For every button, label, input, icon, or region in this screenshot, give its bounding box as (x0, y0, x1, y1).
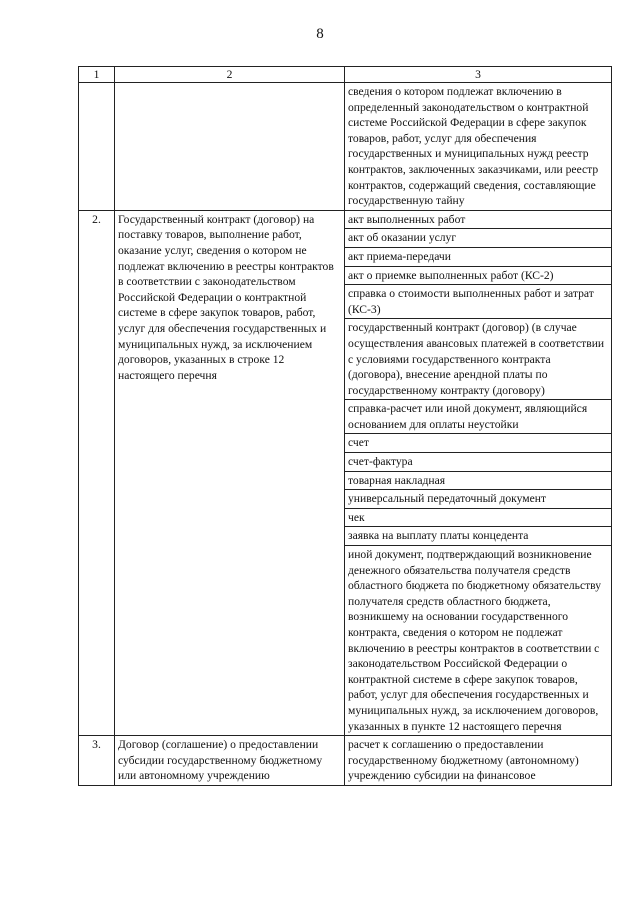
continuation-row (79, 83, 612, 211)
document-item: товарная накладная (345, 471, 612, 490)
row-number: 3. (79, 736, 115, 786)
header-col-3: 3 (345, 67, 612, 83)
document-item: акт о приемке выполненных работ (КС-2) (345, 266, 612, 285)
document-item: счет-фактура (345, 453, 612, 472)
document-item: государственный контракт (договор) (в случае осуществления авансовых платежей в соответствии с условиями государственного контракта (договора), внесение арендной платы по государственному контракту (договору) (345, 319, 612, 400)
document-item: заявка на выплату платы концедента (345, 527, 612, 546)
table-row (79, 210, 612, 229)
header-row (79, 67, 612, 83)
document-item: иной документ, подтверждающий возникновение денежного обязательства получателя средств областного бюджета по бюджетному обязательству получателя средств областного бюджета, возникшему на основании государственного контракта, сведения о котором не подлежат включению в реестры контрактов в соответствии с законодательством Российской Федерации о контрактной системе в сфере закупок товаров, работ, услуг для обеспечения государственных и муниципальных нужд, за исключением договоров, указанных в пункте 12 настоящего перечня (345, 546, 612, 736)
row-description: Договор (соглашение) о предоставлении субсидии государственному бюджетному или автономному учреждению (115, 736, 345, 786)
document-item: универсальный передаточный документ (345, 490, 612, 509)
continuation-description-cell (115, 83, 345, 211)
header-col-2: 2 (115, 67, 345, 83)
document-item: акт об оказании услуг (345, 229, 612, 248)
document-item: чек (345, 508, 612, 527)
document-item: счет (345, 434, 612, 453)
header-col-1: 1 (79, 67, 115, 83)
documents-table (78, 66, 612, 786)
continuation-document-cell: сведения о котором подлежат включению в определенный законодательством о контрактной системе Российской Федерации в сфере закупок товаров, работ, услуг для обеспечения государственных и муниципальных нужд реестр контрактов, заключенных заказчиками, или реестр контрактов, содержащий сведения, составляющие государственную тайну (345, 83, 612, 211)
row-number: 2. (79, 210, 115, 735)
table-row (79, 736, 612, 786)
page-number: 8 (316, 26, 324, 42)
document-item: расчет к соглашению о предоставлении государственному бюджетному (автономному) учреждению субсидии на финансовое (345, 736, 612, 786)
document-item: акт выполненных работ (345, 210, 612, 229)
continuation-number-cell (79, 83, 115, 211)
document-item: акт приема-передачи (345, 247, 612, 266)
row-description: Государственный контракт (договор) на поставку товаров, выполнение работ, оказание услуг, сведения о котором не подлежат включению в реестры контрактов в соответствии с законодательством Российской Федерации о контрактной системе в сфере закупок товаров, работ, услуг для обеспечения государственных и муниципальных нужд, за исключением договоров, указанных в строке 12 настоящего перечня (115, 210, 345, 735)
document-item: справка о стоимости выполненных работ и затрат (КС-3) (345, 285, 612, 319)
document-item: справка-расчет или иной документ, являющийся основанием для оплаты неустойки (345, 400, 612, 434)
